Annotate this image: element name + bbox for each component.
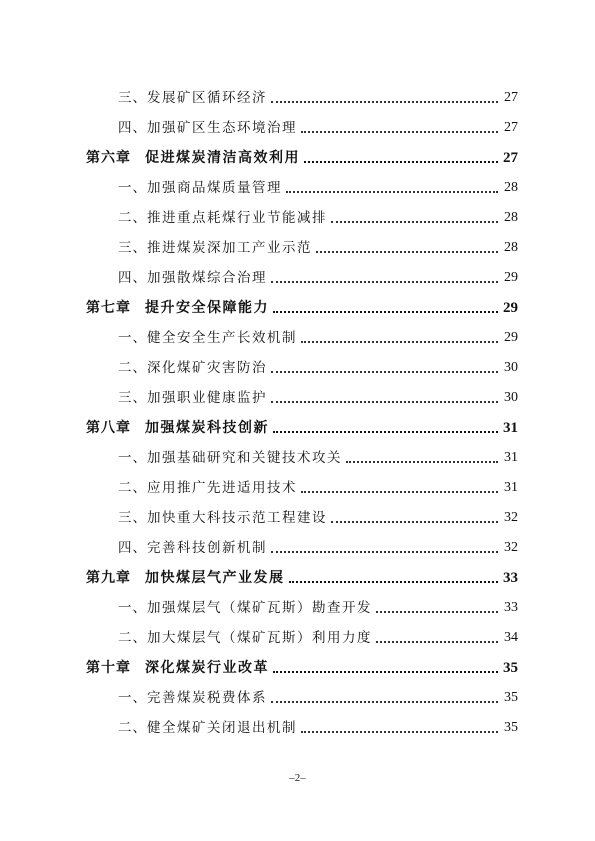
toc-entry-page: 31 bbox=[504, 480, 518, 495]
dot-leader bbox=[301, 341, 498, 343]
toc-entry-number: 三、 bbox=[118, 240, 147, 256]
toc-section-entry[interactable] bbox=[118, 358, 518, 378]
toc-entry-page: 34 bbox=[504, 630, 518, 645]
toc-entry-number: 一、 bbox=[118, 600, 147, 616]
toc-entry-number: 第八章 bbox=[86, 420, 131, 436]
dot-leader bbox=[316, 251, 498, 253]
toc-entry-page: 28 bbox=[504, 210, 518, 225]
toc-section-entry[interactable] bbox=[118, 238, 518, 258]
toc-section-entry[interactable] bbox=[118, 388, 518, 408]
toc-entry-number: 二、 bbox=[118, 720, 147, 736]
toc-entry-page: 30 bbox=[504, 360, 518, 375]
toc-entry-title: 加强职业健康监护 bbox=[147, 390, 267, 406]
dot-leader bbox=[271, 401, 498, 403]
toc-entry-title: 加强散煤综合治理 bbox=[147, 270, 267, 286]
toc-entry-number: 二、 bbox=[118, 210, 147, 226]
toc-entry-title: 应用推广先进适用技术 bbox=[147, 480, 297, 496]
toc-entry-number: 三、 bbox=[118, 90, 147, 106]
toc-section-entry[interactable] bbox=[118, 268, 518, 288]
dot-leader bbox=[346, 461, 498, 463]
toc-entry-title: 推进煤炭深加工产业示范 bbox=[147, 240, 312, 256]
toc-section-entry[interactable] bbox=[118, 538, 518, 558]
toc-section-entry[interactable] bbox=[118, 508, 518, 528]
toc-section-entry[interactable] bbox=[118, 478, 518, 498]
dot-leader bbox=[286, 191, 498, 193]
toc-entry-page: 28 bbox=[504, 180, 518, 195]
toc-entry-page: 35 bbox=[503, 660, 518, 676]
toc-entry-title: 健全安全生产长效机制 bbox=[147, 330, 297, 346]
toc-entry-title: 促进煤炭清洁高效利用 bbox=[145, 150, 300, 166]
toc-section-entry[interactable] bbox=[118, 118, 518, 138]
dot-leader bbox=[271, 101, 498, 103]
dot-leader bbox=[271, 371, 498, 373]
toc-section-entry[interactable] bbox=[118, 688, 518, 708]
toc-section-entry[interactable] bbox=[118, 208, 518, 228]
toc-entry-title: 加强基础研究和关键技术攻关 bbox=[147, 450, 342, 466]
toc-section-entry[interactable] bbox=[118, 628, 518, 648]
toc-entry-number: 四、 bbox=[118, 540, 147, 556]
toc-entry-title: 加强煤炭科技创新 bbox=[145, 420, 269, 436]
toc-entry-page: 27 bbox=[504, 90, 518, 105]
toc-entry-title: 推进重点耗煤行业节能减排 bbox=[147, 210, 327, 226]
toc-entry-page: 29 bbox=[504, 270, 518, 285]
dot-leader bbox=[304, 161, 498, 163]
toc-entry-number: 第七章 bbox=[86, 300, 131, 316]
toc-entry-title: 加强煤层气（煤矿瓦斯）勘查开发 bbox=[147, 600, 372, 616]
dot-leader bbox=[331, 521, 498, 523]
dot-leader bbox=[273, 431, 498, 433]
toc-entry-title: 完善科技创新机制 bbox=[147, 540, 267, 556]
dot-leader bbox=[271, 551, 498, 553]
page-number: –2– bbox=[289, 772, 306, 784]
toc-chapter-entry[interactable] bbox=[86, 418, 518, 438]
toc-entry-page: 35 bbox=[504, 720, 518, 735]
toc-entry-number: 三、 bbox=[118, 390, 147, 406]
toc-section-entry[interactable] bbox=[118, 448, 518, 468]
toc-chapter-entry[interactable] bbox=[86, 658, 518, 678]
toc-entry-page: 29 bbox=[504, 330, 518, 345]
dot-leader bbox=[289, 581, 499, 583]
toc-entry-number: 四、 bbox=[118, 120, 147, 136]
dot-leader bbox=[273, 311, 498, 313]
toc-entry-title: 加强矿区生态环境治理 bbox=[147, 120, 297, 136]
toc-entry-title: 加快煤层气产业发展 bbox=[145, 570, 285, 586]
toc-section-entry[interactable] bbox=[118, 178, 518, 198]
toc-section-entry[interactable] bbox=[118, 598, 518, 618]
toc-entry-number: 第十章 bbox=[86, 660, 131, 676]
toc-entry-title: 健全煤矿关闭退出机制 bbox=[147, 720, 297, 736]
toc-entry-title: 提升安全保障能力 bbox=[145, 300, 269, 316]
toc-entry-page: 33 bbox=[504, 600, 518, 615]
toc-entry-number: 三、 bbox=[118, 510, 147, 526]
toc-entry-page: 27 bbox=[503, 150, 518, 166]
toc-entry-title: 加大煤层气（煤矿瓦斯）利用力度 bbox=[147, 630, 372, 646]
toc-entry-page: 33 bbox=[503, 570, 518, 586]
toc-entry-number: 一、 bbox=[118, 450, 147, 466]
toc-chapter-entry[interactable] bbox=[86, 148, 518, 168]
toc-entry-page: 31 bbox=[504, 450, 518, 465]
toc-entry-page: 28 bbox=[504, 240, 518, 255]
dot-leader bbox=[301, 731, 498, 733]
toc-entry-title: 深化煤炭行业改革 bbox=[145, 660, 269, 676]
dot-leader bbox=[271, 281, 498, 283]
toc-entry-page: 31 bbox=[503, 420, 518, 436]
toc-entry-number: 第六章 bbox=[86, 150, 131, 166]
toc-entry-title: 深化煤矿灾害防治 bbox=[147, 360, 267, 376]
dot-leader bbox=[301, 491, 498, 493]
toc-entry-page: 30 bbox=[504, 390, 518, 405]
toc-entry-title: 加快重大科技示范工程建设 bbox=[147, 510, 327, 526]
toc-entry-number: 一、 bbox=[118, 180, 147, 196]
toc-entry-page: 27 bbox=[504, 120, 518, 135]
toc-entry-title: 发展矿区循环经济 bbox=[147, 90, 267, 106]
toc-entry-number: 四、 bbox=[118, 270, 147, 286]
dot-leader bbox=[331, 221, 498, 223]
toc-entry-page: 32 bbox=[504, 510, 518, 525]
toc-section-entry[interactable] bbox=[118, 88, 518, 108]
toc-section-entry[interactable] bbox=[118, 328, 518, 348]
toc-chapter-entry[interactable] bbox=[86, 568, 518, 588]
dot-leader bbox=[376, 641, 498, 643]
toc-entry-number: 第九章 bbox=[86, 570, 131, 586]
toc-entry-number: 一、 bbox=[118, 690, 147, 706]
dot-leader bbox=[273, 671, 498, 673]
toc-entry-title: 完善煤炭税费体系 bbox=[147, 690, 267, 706]
toc-entry-number: 二、 bbox=[118, 360, 147, 376]
toc-section-entry[interactable] bbox=[118, 718, 518, 738]
dot-leader bbox=[271, 701, 498, 703]
toc-entry-title: 加强商品煤质量管理 bbox=[147, 180, 282, 196]
toc-entry-number: 二、 bbox=[118, 630, 147, 646]
dot-leader bbox=[376, 611, 498, 613]
toc-entry-page: 32 bbox=[504, 540, 518, 555]
toc-entry-page: 29 bbox=[503, 300, 518, 316]
toc-entry-page: 35 bbox=[504, 690, 518, 705]
toc-chapter-entry[interactable] bbox=[86, 298, 518, 318]
toc-entry-number: 二、 bbox=[118, 480, 147, 496]
dot-leader bbox=[301, 131, 498, 133]
toc-entry-number: 一、 bbox=[118, 330, 147, 346]
